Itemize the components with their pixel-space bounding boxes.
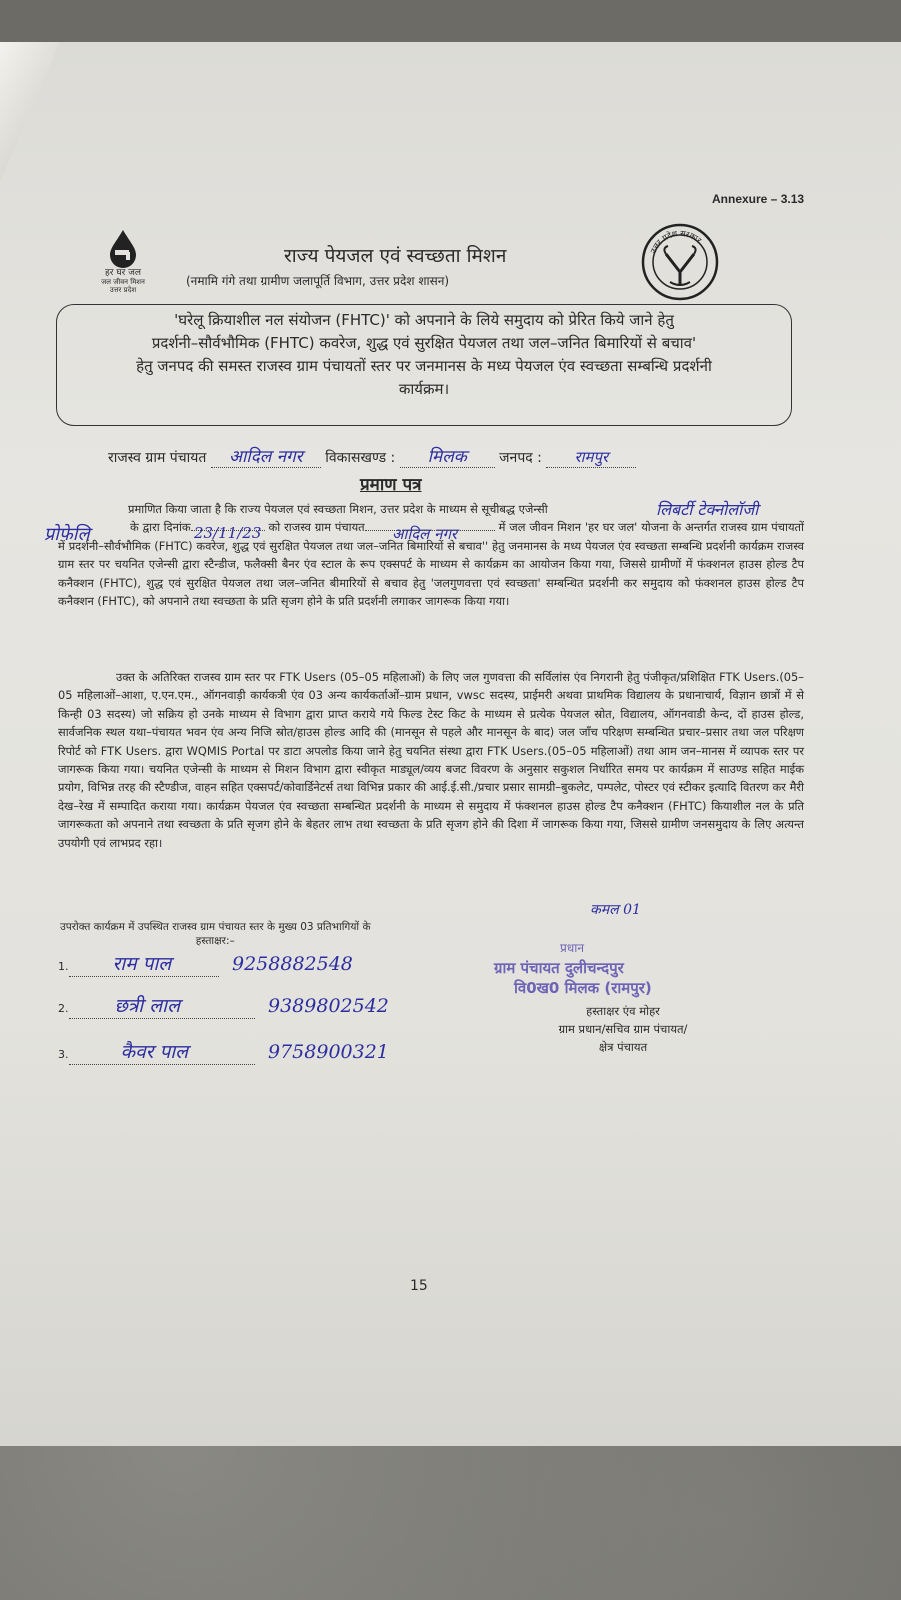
- sign-line-2: ग्राम प्रधान/सचिव ग्राम पंचायत/: [558, 1022, 688, 1036]
- block-value: मिलक: [427, 447, 467, 467]
- participant-phone: 9758900321: [268, 1041, 389, 1063]
- pradhan-signature: कमल 01: [590, 902, 641, 918]
- para1-s4: में जल जीवन मिशन 'हर घर जल' योजना के: [498, 520, 682, 535]
- water-drop-icon: [106, 228, 140, 268]
- para2-text: उक्त के अतिरिक्त राजस्व ग्राम स्तर पर FTK Users (05–05 महिलाओं) के लिए जल गुणवत्ता की सर्विलांस एंव निगरानी हेतु पंजीकृत/प्रशिक्षित FTK Users.(05–05 महिलाओं–आशा, ए.एन.एम., ऑगनवाड़ी कार्यकत्री एंव 03 अन्य कार्यकर्ताओं–ग्राम प्रधान, vwsc सदस्य, प्राईमरी अथवा प्राथमिक विद्यालय के प्रधानाचार्य, विज्ञान छात्रों में से किन्ही 03 सदस्य) जो सक्रिय हो उनके माध्यम से विभाग द्वारा प्राप्त कराये गये फिल्ड टेस्ट किट के माध्यम से प्रत्येक पेयजल स्रोत, विद्यालय, ऑगनवाडी केन्द, दों हाउस होल्ड, सार्वजनिक स्थल यथा–पंचायत भवन एंव अन्य निजि स्रोत/हाउस होल्ड आदि की (मानसून से पहले और मानसून के बाद) जल जाँच परिक्षण सम्बन्धित प्रचार–प्रसार तथा जल परिक्षण रिपोर्ट को FTK Users. द्वारा WQMIS Portal पर डाटा अपलोड किया जाने हेतु चयनित संस्था द्वारा FTK Users.(05–05 महिलाओं) तथा आम जन–मानस में व्यापक स्तर पर जागरूक किया गया। चयनित एजेन्सी के माध्यम से मिशन विभाग द्वारा स्वीकृत माड्यूल/व्यय बजट विवरण के अनुसार सकुशल निर्धारित समय पर कार्यक्रम में साउण्ड सहित माईक प्रयोग, विभिन्न तरह की स्टैण्डीज, वाहन सहित एक्सपर्ट/कोवार्डिनेटर्स तथा विभिन्न प्रकार की आई.ई.सी./प्रचार प्रसार सामग्री–बुकलेट, पम्पलेट, पोस्टर एवं स्टीकर इत्यादि वितरण कर मेैरी देख–रेख में सम्पादित कराया गया। कार्यक्रम पेयजल एंव स्वच्छता सम्बन्धित प्रदर्शनी के माध्यम से समुदाय में फंक्शनल हाउस होल्ड टैप कनैक्शन (FHTC) कियाशील नल के प्रति जागरूकता को अपनाने तथा स्वच्छता के प्रति सृजग होने के बेहतर लाभ तथा स्वच्छता के प्रति सृजग होने की दिशा में जागरूक किया गया, जिससे ग्रामीण जनसमुदाय के लिए अत्यन्त उपयोगी एवं लाभप्रद रहा।: [58, 670, 804, 850]
- stamp-line-1: ग्राम पंचायत दुलीचन्दपुर: [494, 959, 624, 977]
- certificate-paragraph-2: [58, 668, 804, 852]
- participant-name: कैवर पाल: [120, 1041, 189, 1063]
- district-value: रामपुर: [574, 448, 609, 466]
- location-fields: [108, 444, 636, 468]
- stamp-line-0: प्रधान: [560, 941, 584, 955]
- annexure-label: Annexure – 3.13: [712, 192, 805, 206]
- village-handwritten: आदिल नगर: [392, 525, 458, 543]
- up-government-emblem: [640, 222, 720, 306]
- svg-text:उत्तर प्रदेश सरकार: उत्तर प्रदेश सरकार: [648, 228, 704, 255]
- agency-handwritten: लिबर्टी टेक्नोलॉजी: [656, 500, 759, 519]
- gram-panchayat-value: आदिल नगर: [228, 447, 303, 467]
- block-label: विकासखण्ड :: [325, 450, 396, 466]
- har-ghar-jal-logo: [78, 228, 168, 294]
- para1-s3: को राजस्व ग्राम पंचायत: [268, 520, 365, 535]
- certificate-title: प्रमाण पत्र: [360, 475, 422, 495]
- participants-note: [60, 920, 371, 948]
- participant-row: 1. राम पाल 9258882548: [58, 950, 353, 977]
- para1-s1: प्रमाणित किया जाता है कि राज्य पेयजल एवं स्वच्छता मिशन, उत्तर प्रदेश के माध्यम से सूचीबद्ध एजेन्सी: [128, 502, 548, 516]
- participant-name: राम पाल: [112, 953, 172, 975]
- sign-line-3: क्षेत्र पंचायत: [598, 1040, 648, 1054]
- logo-line-3: उत्तर प्रदेश: [109, 286, 137, 294]
- certificate-paragraph-1: [58, 500, 804, 610]
- mission-title: राज्य पेयजल एवं स्वच्छता मिशन: [284, 245, 507, 267]
- participant-phone: 9389802542: [268, 995, 389, 1017]
- box-line-2: प्रदर्शनी–सौर्वभौमिक (FHTC) कवरेज, शुद्ध एवं सुरक्षित पेयजल तथा जल–जनित बिमारियों से बचाव': [151, 334, 697, 352]
- sign-line-1: हस्ताक्षर एंव मोहर: [586, 1004, 660, 1018]
- signature-block: [508, 1002, 738, 1056]
- participants-note-line-2: हस्ताक्षर:–: [195, 935, 235, 947]
- para1-s2: के द्वारा दिनांक: [130, 520, 191, 535]
- program-title-box: [56, 304, 792, 426]
- logo-line-1: हर घर जल: [105, 268, 141, 278]
- gram-panchayat-label: राजस्व ग्राम पंचायत: [108, 450, 207, 466]
- agency-name-handwritten: प्रोफेलि: [44, 524, 90, 545]
- box-line-4: कार्यक्रम।: [398, 380, 450, 398]
- para1-rest: अन्तर्गत राजस्व ग्राम पंचायतों में प्रदर्शनी–सौर्वभौमिक (FHTC) कवरेज, शुद्ध एवं सुरक्षित पेयजल तथा जल–जनित बिमारियों से बचाव'' हेतु जनमानस के मध्य पेयजल एंव स्वच्छता सम्बन्धि प्रदर्शनी कार्यक्रम राजस्व ग्राम स्तर पर चयनित एजेन्सी द्वारा स्टैन्डीज, फलैक्सी बैनर एंव स्टाल के रूप एक्सपर्ट के माध्यम से कार्यक्रम का आयोजन किया गया, जिससे ग्रामीणों में फंक्शनल हाउस होल्ड टैप कनैक्शन (FHTC), शुद्ध एवं सुरक्षित पेयजल तथा जल–जनित बीमारियों से बचाव हेतु 'जलगुणवत्ता एवं स्वच्छता' सम्बन्धित प्रदर्शनी कर समुदाय को फंक्शनल हाउस होल्ड टैप कनैक्शन (FHTC), को अपनाने तथा स्वच्छता के प्रति सृजग होने के प्रति प्रदर्शनी लगाकर जागरूक किया गया।: [58, 520, 805, 609]
- stamp-line-2: वि0ख0 मिलक (रामपुर): [514, 979, 652, 997]
- gram-panchayat-stamp: [494, 938, 704, 998]
- page-curl: [0, 42, 60, 182]
- participant-row: 2. छत्री लाल 9389802542: [58, 992, 389, 1019]
- logo-line-2: जल जीवन मिशन: [101, 278, 145, 286]
- date-handwritten: 23/11/23: [194, 524, 262, 542]
- participant-row: 3. कैवर पाल 9758900321: [58, 1038, 389, 1065]
- participant-name: छत्री लाल: [114, 995, 180, 1017]
- page-number: 15: [410, 1278, 428, 1294]
- mission-subtitle: (नमामि गंगे तथा ग्रामीण जलापूर्ति विभाग, उत्तर प्रदेश शासन): [186, 274, 450, 288]
- district-label: जनपद :: [499, 450, 542, 466]
- document-page: [0, 42, 901, 1446]
- box-line-1: 'घरेलू क्रियाशील नल संयोजन (FHTC)' को अपनाने के लिये समुदाय को प्रेरित किये जाने हेतु: [174, 311, 674, 329]
- box-line-3: हेतु जनपद की समस्त राजस्व ग्राम पंचायतों स्तर पर जनमानस के मध्य पेयजल एंव स्वच्छता सम्बन्धि प्रदर्शनी: [136, 357, 712, 375]
- participant-phone: 9258882548: [232, 953, 353, 975]
- participants-note-line-1: उपरोक्त कार्यक्रम में उपस्थित राजस्व ग्राम पंचायत स्तर के मुख्य 03 प्रतिभागियों के: [60, 921, 371, 933]
